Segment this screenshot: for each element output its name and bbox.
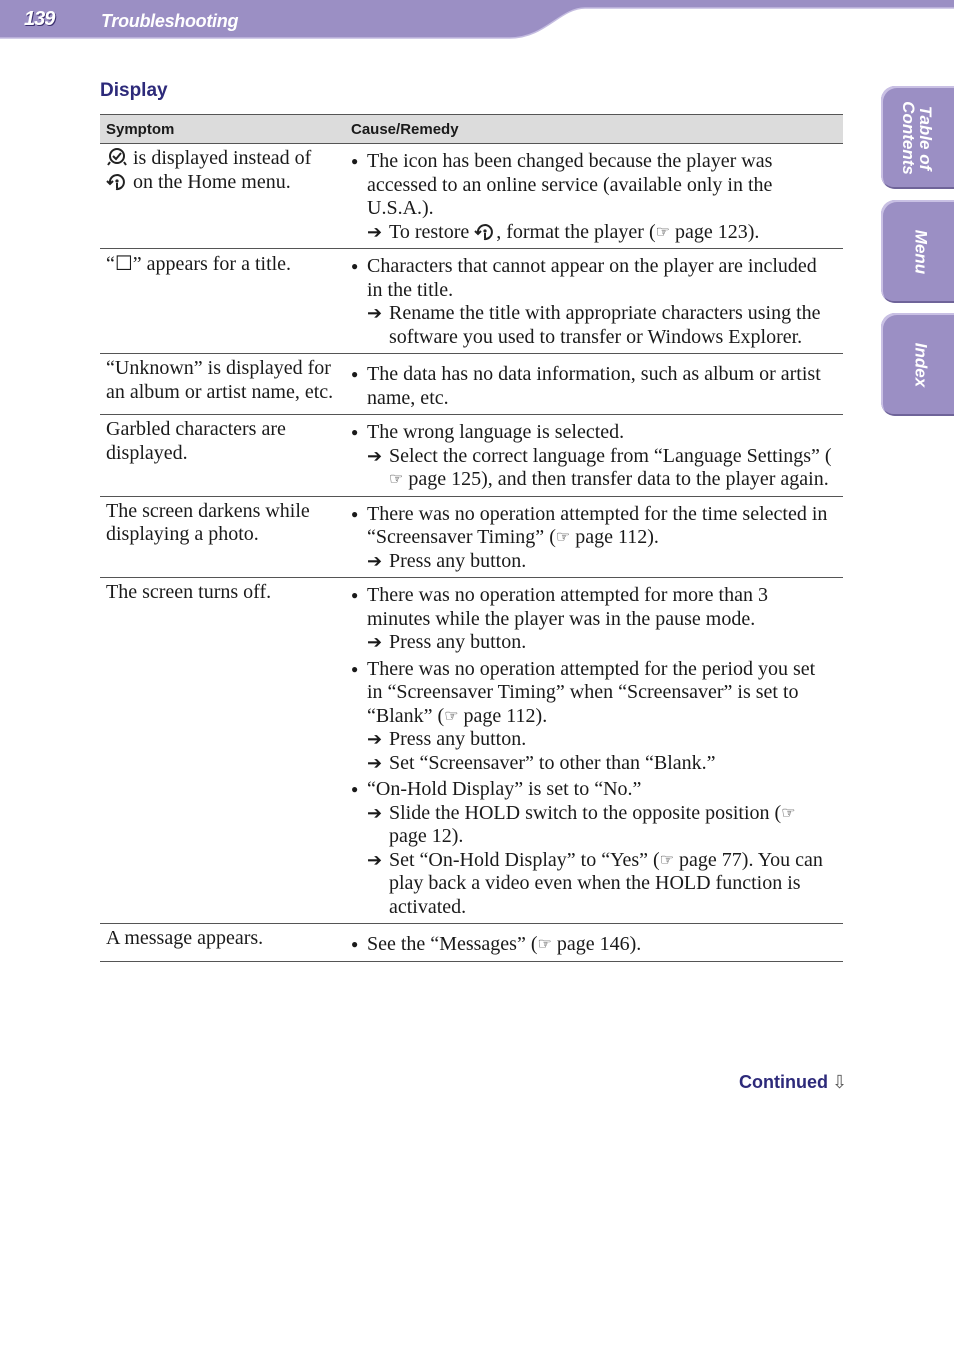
remedy-text: Rename the title with appropriate characters using the software you used to transfer or Windows Explorer. [389,302,821,348]
table-row [100,354,843,415]
remedy-item [351,752,835,776]
online-service-icon [106,147,128,167]
remedy-item [351,221,835,245]
remedy-item [351,849,835,920]
remedy-text: Press any button. [389,728,527,750]
pointing-hand-icon: ☞ [389,471,404,488]
column-header-symptom: Symptom [100,115,343,144]
table-row [100,415,843,497]
cause-text: There was no operation attempted for the period you set in “Screensaver Timing” when “Screensaver” is set to “Blank” ( [367,657,816,727]
remedy-text-pre: Set “On-Hold Display” to “Yes” ( [389,848,660,871]
right-arrow-icon: ➔ [367,729,383,749]
cause-item [351,503,835,550]
symptom-cell: The screen turns off. [100,578,343,924]
cause-text: See the “Messages” ( [367,933,538,955]
section-title: Display [100,80,168,101]
cause-item: ● There was no operation attempted for more than 3 minutes while the player was in the pause mode. [351,584,835,631]
cause-cell [343,415,843,497]
pointing-hand-icon: ☞ [555,529,571,546]
symptom-cell: Garbled characters are displayed. [100,415,343,497]
pointing-hand-icon: ☞ [781,804,796,822]
pointing-hand-icon: ☞ [444,707,459,725]
page-reference[interactable]: page 123). [674,220,760,243]
right-arrow-icon: ➔ [367,550,383,571]
cause-item [351,658,835,729]
cause-item: ● Characters that cannot appear on the player are included in the title. [351,255,835,302]
right-arrow-icon: ➔ [367,632,383,652]
cause-cell [343,924,843,962]
symptom-cell: A message appears. [100,924,343,962]
table-row [100,496,843,578]
page-reference[interactable]: page 12). [389,825,464,847]
remedy-item [351,302,835,349]
remedy-text-pre: Slide the HOLD switch to the opposite position ( [389,801,782,824]
cause-item: ● The icon has been changed because the player was accessed to an online service (available only in the U.S.A.). [351,150,835,221]
header-title: Troubleshooting [101,11,239,31]
troubleshooting-table [100,114,843,962]
cause-cell [343,578,843,924]
remedy-item [351,445,835,492]
cause-item [351,933,835,957]
right-arrow-icon: ➔ [367,445,383,466]
cause-item: ● “On-Hold Display” is set to “No.” [351,778,835,802]
tab-index[interactable] [881,313,954,416]
symptom-text-b: on the Home menu. [133,170,291,193]
table-row [100,578,843,924]
tab-index-label: Index [911,342,931,387]
tab-menu[interactable] [881,200,954,303]
remedy-text-pre: To restore [389,220,470,243]
page-reference[interactable]: page 146). [556,933,642,955]
cause-cell [343,249,843,354]
continued-label: Continued [739,1072,828,1092]
page-reference[interactable]: page 112). [463,704,548,727]
remedy-text: Set “Screensaver” to other than “Blank.” [389,751,716,774]
page-reference[interactable]: page 77). You can play back a video even when the HOLD function is activated. [389,848,823,918]
symptom-cell: “Unknown” is displayed for an album or artist name, etc. [100,354,343,415]
right-arrow-icon: ➔ [367,802,383,823]
page-number: 139 [24,8,55,30]
right-arrow-icon: ➔ [367,849,383,870]
page-header [0,0,954,40]
symptom-cell: The screen darkens while displaying a photo. [100,496,343,578]
column-header-cause: Cause/Remedy [343,115,843,144]
remedy-item [351,631,835,655]
down-arrow-icon: ⇩ [831,1072,848,1092]
page-reference[interactable]: page 112). [575,526,659,548]
cause-item: ● The data has no data information, such as album or artist name, etc. [351,363,835,410]
remedy-item [351,728,835,752]
remedy-text: Press any button. [389,631,527,653]
cause-cell [343,496,843,578]
remedy-item [351,802,835,849]
table-row [100,144,843,249]
remedy-text: Press any button. [389,549,527,572]
cause-cell [343,144,843,249]
page-reference[interactable]: page 125), and then transfer data to the player again. [408,468,829,490]
continued-link[interactable] [739,1072,847,1093]
home-menu-icon [474,221,496,241]
cause-cell [343,354,843,415]
symptom-cell [100,144,343,249]
tab-table-of-contents[interactable] [881,86,954,189]
symptom-cell: “☐” appears for a title. [100,249,343,354]
table-row [100,249,843,354]
cause-text: There was no operation attempted for the time selected in “Screensaver Timing” ( [367,502,828,548]
symptom-text-a: is displayed instead of [133,147,312,169]
table-row [100,924,843,962]
right-arrow-icon: ➔ [367,752,383,773]
home-menu-icon [106,171,128,191]
table-header-row [100,115,843,144]
pointing-hand-icon: ☞ [655,223,670,241]
cause-item: ● The wrong language is selected. [351,421,835,445]
tab-menu-label: Menu [911,229,931,274]
tab-toc-label: Table of Contents [899,100,935,175]
right-arrow-icon: ➔ [367,221,383,242]
pointing-hand-icon: ☞ [537,936,552,953]
remedy-text-pre: Select the correct language from “Language Settings” ( [389,444,832,467]
remedy-text-post: , format the player ( [496,220,656,243]
right-arrow-icon: ➔ [367,303,383,323]
pointing-hand-icon: ☞ [659,851,675,869]
remedy-item [351,550,835,574]
